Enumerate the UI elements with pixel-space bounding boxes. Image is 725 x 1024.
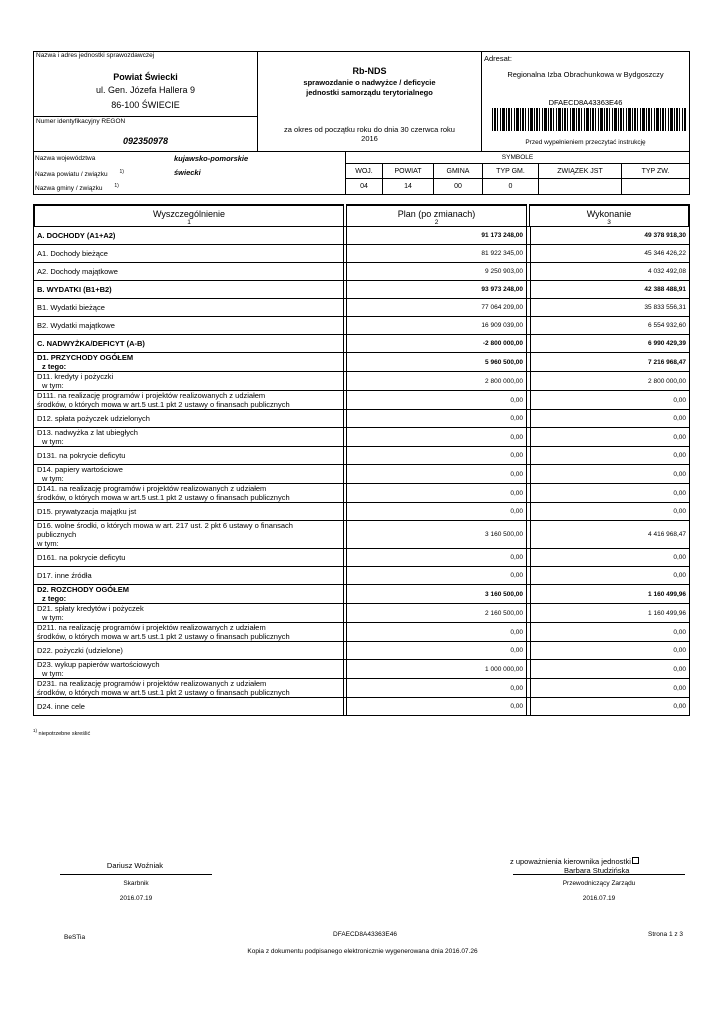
row-label-cell	[34, 299, 344, 316]
row-label: D12. spłata pożyczek udzielonych	[37, 414, 150, 423]
row-label: D161. na pokrycie deficytu	[37, 553, 126, 562]
form-title-line-1: sprawozdanie o nadwyżce / deficycie	[303, 78, 436, 87]
row-plan-value: 2 160 500,00	[347, 604, 527, 622]
table-row	[33, 281, 690, 299]
row-exec-value: 0,00	[673, 684, 686, 692]
row-exec-value: 35 833 556,31	[644, 304, 686, 311]
row-exec-value: 0,00	[673, 508, 686, 515]
footer-page-number: Strona 1 z 3	[648, 931, 684, 938]
table-row	[33, 567, 690, 585]
header-col-number-3: 3	[607, 219, 611, 226]
row-plan-value: 91 173 248,00	[347, 227, 527, 244]
row-label: D11. kredyty i pożyczki	[37, 372, 114, 381]
row-label: D16. wolne środki, o których mowa w art. 217 ust. 2 pkt 6 ustawy o finansach	[37, 521, 293, 530]
row-label: B1. Wydatki bieżące	[37, 303, 105, 312]
reporting-unit-street: ul. Gen. Józefa Hallera 9	[95, 85, 196, 95]
row-label: D24. inne cele	[37, 702, 85, 711]
header-col-plan	[346, 204, 527, 227]
gmina-footnote-mark: 1)	[114, 183, 119, 189]
row-label-cell	[34, 372, 344, 390]
row-plan-value: 9 250 903,00	[347, 263, 527, 280]
row-label-cell	[34, 623, 344, 641]
row-plan-value: 5 960 500,00	[347, 353, 527, 371]
row-plan-value: -2 800 000,00	[347, 335, 527, 352]
addressee-caption: Adresat:	[484, 54, 512, 63]
row-plan-value: 1 000 000,00	[347, 660, 527, 678]
footnote-mark: 1)	[33, 728, 38, 733]
symbol-header-typ-zw: TYP ZW.	[621, 163, 690, 179]
signature-line-right	[513, 874, 685, 875]
row-label: B. WYDATKI (B1+B2)	[37, 285, 112, 294]
row-label-cell	[34, 391, 344, 409]
row-sublabel: środków, o których mowa w art.5 ust.1 pkt 2 ustawy o finansach publicznych	[37, 400, 290, 409]
regon-value: 092350978	[122, 136, 169, 146]
row-exec-value: 1 160 499,96	[648, 609, 686, 617]
row-label: D13. nadwyżka z lat ubiegłych	[37, 428, 138, 437]
row-label-cell	[34, 567, 344, 584]
row-exec-value: 0,00	[673, 554, 686, 561]
table-row	[33, 679, 690, 698]
form-title-box	[257, 51, 482, 152]
row-plan-value: 0,00	[347, 447, 527, 464]
barcode-image	[492, 108, 686, 131]
row-sublabel: środków, o których mowa w art.5 ust.1 pkt 2 ustawy o finansach publicznych	[37, 632, 290, 641]
row-sublabel: z tego:	[42, 594, 67, 603]
row-label-cell	[34, 660, 344, 678]
header-col-exec	[529, 204, 690, 227]
row-exec-value: 49 378 918,30	[644, 232, 686, 239]
header-col-number-1: 1	[187, 219, 191, 226]
powiat-label	[35, 169, 124, 178]
header-col-description-label: Wyszczególnienie	[153, 209, 225, 219]
row-label-cell	[34, 245, 344, 262]
row-label: D141. na realizację programów i projektów realizowanych z udziałem	[37, 484, 267, 493]
row-label-cell	[34, 604, 344, 622]
footer-generated-note: Kopia z dokumentu podpisanego elektronicznie wygenerowana dnia 2016.07.26	[247, 948, 478, 955]
row-label-cell	[34, 227, 344, 244]
regon-caption: Numer identyfikacyjny REGON	[36, 118, 126, 125]
row-exec-value: 0,00	[673, 665, 686, 673]
table-row	[33, 503, 690, 521]
row-plan-value: 0,00	[347, 428, 527, 446]
table-header	[33, 204, 690, 227]
row-exec-value: 0,00	[673, 452, 686, 459]
row-plan-value: 0,00	[347, 503, 527, 520]
row-plan-value: 77 064 209,00	[347, 299, 527, 316]
signer-left-name: Dariusz Woźniak	[106, 861, 164, 870]
row-label-cell	[34, 263, 344, 280]
row-exec-value: 1 160 499,96	[648, 590, 686, 598]
signer-right-prefix: z upoważnienia kierownika jednostki	[510, 857, 631, 866]
row-plan-value: 93 973 248,00	[347, 281, 527, 298]
header-col-exec-label: Wykonanie	[586, 209, 632, 219]
signer-right-role: Przewodniczący Zarządu	[562, 880, 636, 887]
row-exec-value: 0,00	[673, 396, 686, 404]
voivodeship-value: kujawsko-pomorskie	[174, 154, 249, 163]
row-label-cell	[34, 642, 344, 659]
row-exec-value: 4 032 492,08	[648, 268, 686, 275]
table-row	[33, 391, 690, 410]
header-col-number-2: 2	[434, 219, 439, 226]
row-plan-value: 2 800 000,00	[347, 372, 527, 390]
row-plan-value: 81 922 345,00	[347, 245, 527, 262]
row-label-cell	[34, 447, 344, 464]
gmina-label	[35, 183, 119, 192]
row-sublabel: w tym:	[42, 613, 64, 622]
row-label-cell	[34, 410, 344, 427]
row-exec-value: 0,00	[673, 433, 686, 441]
row-label-cell	[34, 585, 344, 603]
row-label: D21. spłaty kredytów i pożyczek	[37, 604, 144, 613]
symbol-value-gmina: 00	[433, 178, 483, 195]
row-sublabel-2: w tym:	[37, 539, 59, 548]
powiat-label-text: Nazwa powiatu / związku	[35, 171, 108, 179]
row-label-cell	[34, 679, 344, 697]
table-row	[33, 660, 690, 679]
reporting-unit-city: 86-100 ŚWIECIE	[111, 100, 180, 110]
powiat-footnote-mark: 1)	[119, 169, 124, 175]
row-exec-value: 6 990 429,39	[648, 340, 686, 347]
symbol-header-gmina: GMINA	[433, 163, 483, 179]
form-code: Rb-NDS	[352, 66, 387, 76]
row-exec-value: 0,00	[673, 572, 686, 579]
row-label: D15. prywatyzacja majątku jst	[37, 507, 137, 516]
row-label-cell	[34, 335, 344, 352]
table-row	[33, 428, 690, 447]
powiat-value: świecki	[174, 168, 201, 177]
row-label-cell	[34, 521, 344, 548]
symbol-value-powiat: 14	[382, 178, 434, 195]
symbols-caption: SYMBOLE	[345, 151, 690, 164]
row-sublabel: środków, o których mowa w art.5 ust.1 pkt 2 ustawy o finansach publicznych	[37, 493, 290, 502]
row-exec-value: 45 346 426,22	[644, 250, 686, 257]
row-sublabel: w tym:	[42, 437, 64, 446]
table-row	[33, 585, 690, 604]
row-label: D231. na realizację programów i projektów realizowanych z udziałem	[37, 679, 267, 688]
row-label: D1. PRZYCHODY OGÓŁEM	[37, 353, 134, 362]
table-row	[33, 410, 690, 428]
signer-left-role: Skarbnik	[123, 880, 149, 887]
addressee-name: Regionalna Izba Obrachunkowa w Bydgoszczy	[507, 70, 664, 79]
row-plan-value: 0,00	[347, 567, 527, 584]
row-label-cell	[34, 484, 344, 502]
row-label-cell	[34, 353, 344, 371]
row-label-cell	[34, 698, 344, 715]
row-exec-value: 4 416 968,47	[648, 531, 686, 538]
row-plan-value: 0,00	[347, 642, 527, 659]
row-sublabel: publicznych	[37, 530, 77, 539]
row-exec-value: 42 388 488,91	[644, 286, 686, 293]
row-label: B2. Wydatki majątkowe	[37, 321, 115, 330]
signer-left-date: 2016.07.19	[119, 895, 153, 902]
row-label: C. NADWYŻKA/DEFICYT (A-B)	[37, 339, 145, 348]
symbol-header-woj: WOJ.	[345, 163, 383, 179]
row-plan-value: 0,00	[347, 391, 527, 409]
row-exec-value: 6 554 932,60	[648, 322, 686, 329]
row-plan-value: 0,00	[347, 465, 527, 483]
table-row	[33, 227, 690, 245]
row-label: D22. pożyczki (udzielone)	[37, 646, 123, 655]
signer-right-authorization	[510, 857, 639, 866]
table-row	[33, 465, 690, 484]
footer-software: BeSTia	[64, 934, 86, 941]
row-label: A. DOCHODY (A1+A2)	[37, 231, 116, 240]
period-line-1: za okres od początku roku do dnia 30 czerwca roku	[284, 125, 455, 134]
symbol-value-woj: 04	[345, 178, 383, 195]
gmina-label-text: Nazwa gminy / związku	[35, 185, 103, 193]
signer-right-date: 2016.07.19	[582, 895, 616, 902]
row-plan-value: 0,00	[347, 410, 527, 427]
signer-right-checkbox	[632, 857, 639, 864]
form-title-line-2: jednostki samorządu terytorialnego	[306, 88, 433, 97]
row-sublabel: w tym:	[42, 669, 64, 678]
table-row	[33, 335, 690, 353]
header-col-plan-label: Plan (po zmianach)	[397, 209, 476, 219]
period-line-2: 2016	[361, 134, 378, 143]
row-label: D111. na realizację programów i projektów realizowanych z udziałem	[37, 391, 266, 400]
addressee-box	[481, 51, 690, 152]
row-plan-value: 0,00	[347, 679, 527, 697]
row-label: D211. na realizację programów i projektów realizowanych z udziałem	[37, 623, 266, 632]
symbol-header-typ-gm: TYP GM.	[482, 163, 539, 179]
regon-box	[33, 116, 258, 152]
table-row	[33, 447, 690, 465]
table-row	[33, 642, 690, 660]
row-plan-value: 0,00	[347, 623, 527, 641]
reporting-unit-caption: Nazwa i adres jednostki sprawozdawczej	[36, 52, 155, 59]
row-exec-value: 0,00	[673, 415, 686, 422]
symbol-value-zwiazek	[538, 178, 622, 195]
table-row	[33, 263, 690, 281]
row-plan-value: 3 160 500,00	[347, 521, 527, 548]
table-row	[33, 484, 690, 503]
header-col-description	[33, 204, 344, 227]
table-row	[33, 245, 690, 263]
symbol-value-typ-gm: 0	[482, 178, 539, 195]
table-row	[33, 521, 690, 549]
row-label-cell	[34, 549, 344, 566]
row-exec-value: 0,00	[673, 628, 686, 636]
row-label: D2. ROZCHODY OGÓŁEM	[37, 585, 129, 594]
row-exec-value: 0,00	[673, 470, 686, 478]
row-sublabel: w tym:	[42, 381, 64, 390]
row-plan-value: 0,00	[347, 549, 527, 566]
footnote	[33, 728, 90, 737]
row-label-cell	[34, 428, 344, 446]
row-exec-value: 0,00	[673, 647, 686, 654]
row-exec-value: 7 216 968,47	[648, 358, 686, 366]
symbol-header-zwiazek: ZWIĄZEK JST	[538, 163, 622, 179]
table-row	[33, 317, 690, 335]
row-sublabel: środków, o których mowa w art.5 ust.1 pkt 2 ustawy o finansach publicznych	[37, 688, 290, 697]
table-row	[33, 299, 690, 317]
row-label: A2. Dochody majątkowe	[37, 267, 118, 276]
symbol-header-powiat: POWIAT	[382, 163, 434, 179]
footnote-text: niepotrzebne skreślić	[38, 730, 91, 737]
row-label-cell	[34, 503, 344, 520]
row-label-cell	[34, 281, 344, 298]
instruction-note: Przed wypełnieniem przeczytać instrukcję	[525, 139, 646, 146]
table-row	[33, 623, 690, 642]
signature-line-left	[60, 874, 212, 875]
row-plan-value: 0,00	[347, 698, 527, 715]
signer-right-name: Barbara Studzińska	[564, 866, 630, 875]
row-sublabel: z tego:	[42, 362, 67, 371]
row-label: D14. papiery wartościowe	[37, 465, 123, 474]
row-exec-value: 2 800 000,00	[648, 377, 686, 385]
row-label: D23. wykup papierów wartościowych	[37, 660, 160, 669]
row-exec-value: 0,00	[673, 489, 686, 497]
row-plan-value: 16 909 039,00	[347, 317, 527, 334]
reporting-unit-name: Powiat Świecki	[113, 72, 178, 82]
table-row	[33, 549, 690, 567]
footer-doc-code: DFAECD8A43363E46	[333, 931, 397, 938]
row-label: D17. inne źródła	[37, 571, 92, 580]
row-plan-value: 0,00	[347, 484, 527, 502]
row-label-cell	[34, 317, 344, 334]
row-exec-value: 0,00	[673, 703, 686, 710]
voivodeship-label: Nazwa województwa	[35, 155, 96, 162]
row-label-cell	[34, 465, 344, 483]
table-row	[33, 353, 690, 372]
data-table	[33, 226, 690, 716]
table-row	[33, 604, 690, 623]
document-code: DFAECD8A43363E46	[548, 98, 623, 107]
row-sublabel: w tym:	[42, 474, 64, 483]
reporting-unit-box	[33, 51, 258, 117]
symbol-value-typ-zw	[621, 178, 690, 195]
row-label: D131. na pokrycie deficytu	[37, 451, 126, 460]
row-plan-value: 3 160 500,00	[347, 585, 527, 603]
row-label: A1. Dochody bieżące	[37, 249, 108, 258]
table-row	[33, 698, 690, 716]
table-row	[33, 372, 690, 391]
